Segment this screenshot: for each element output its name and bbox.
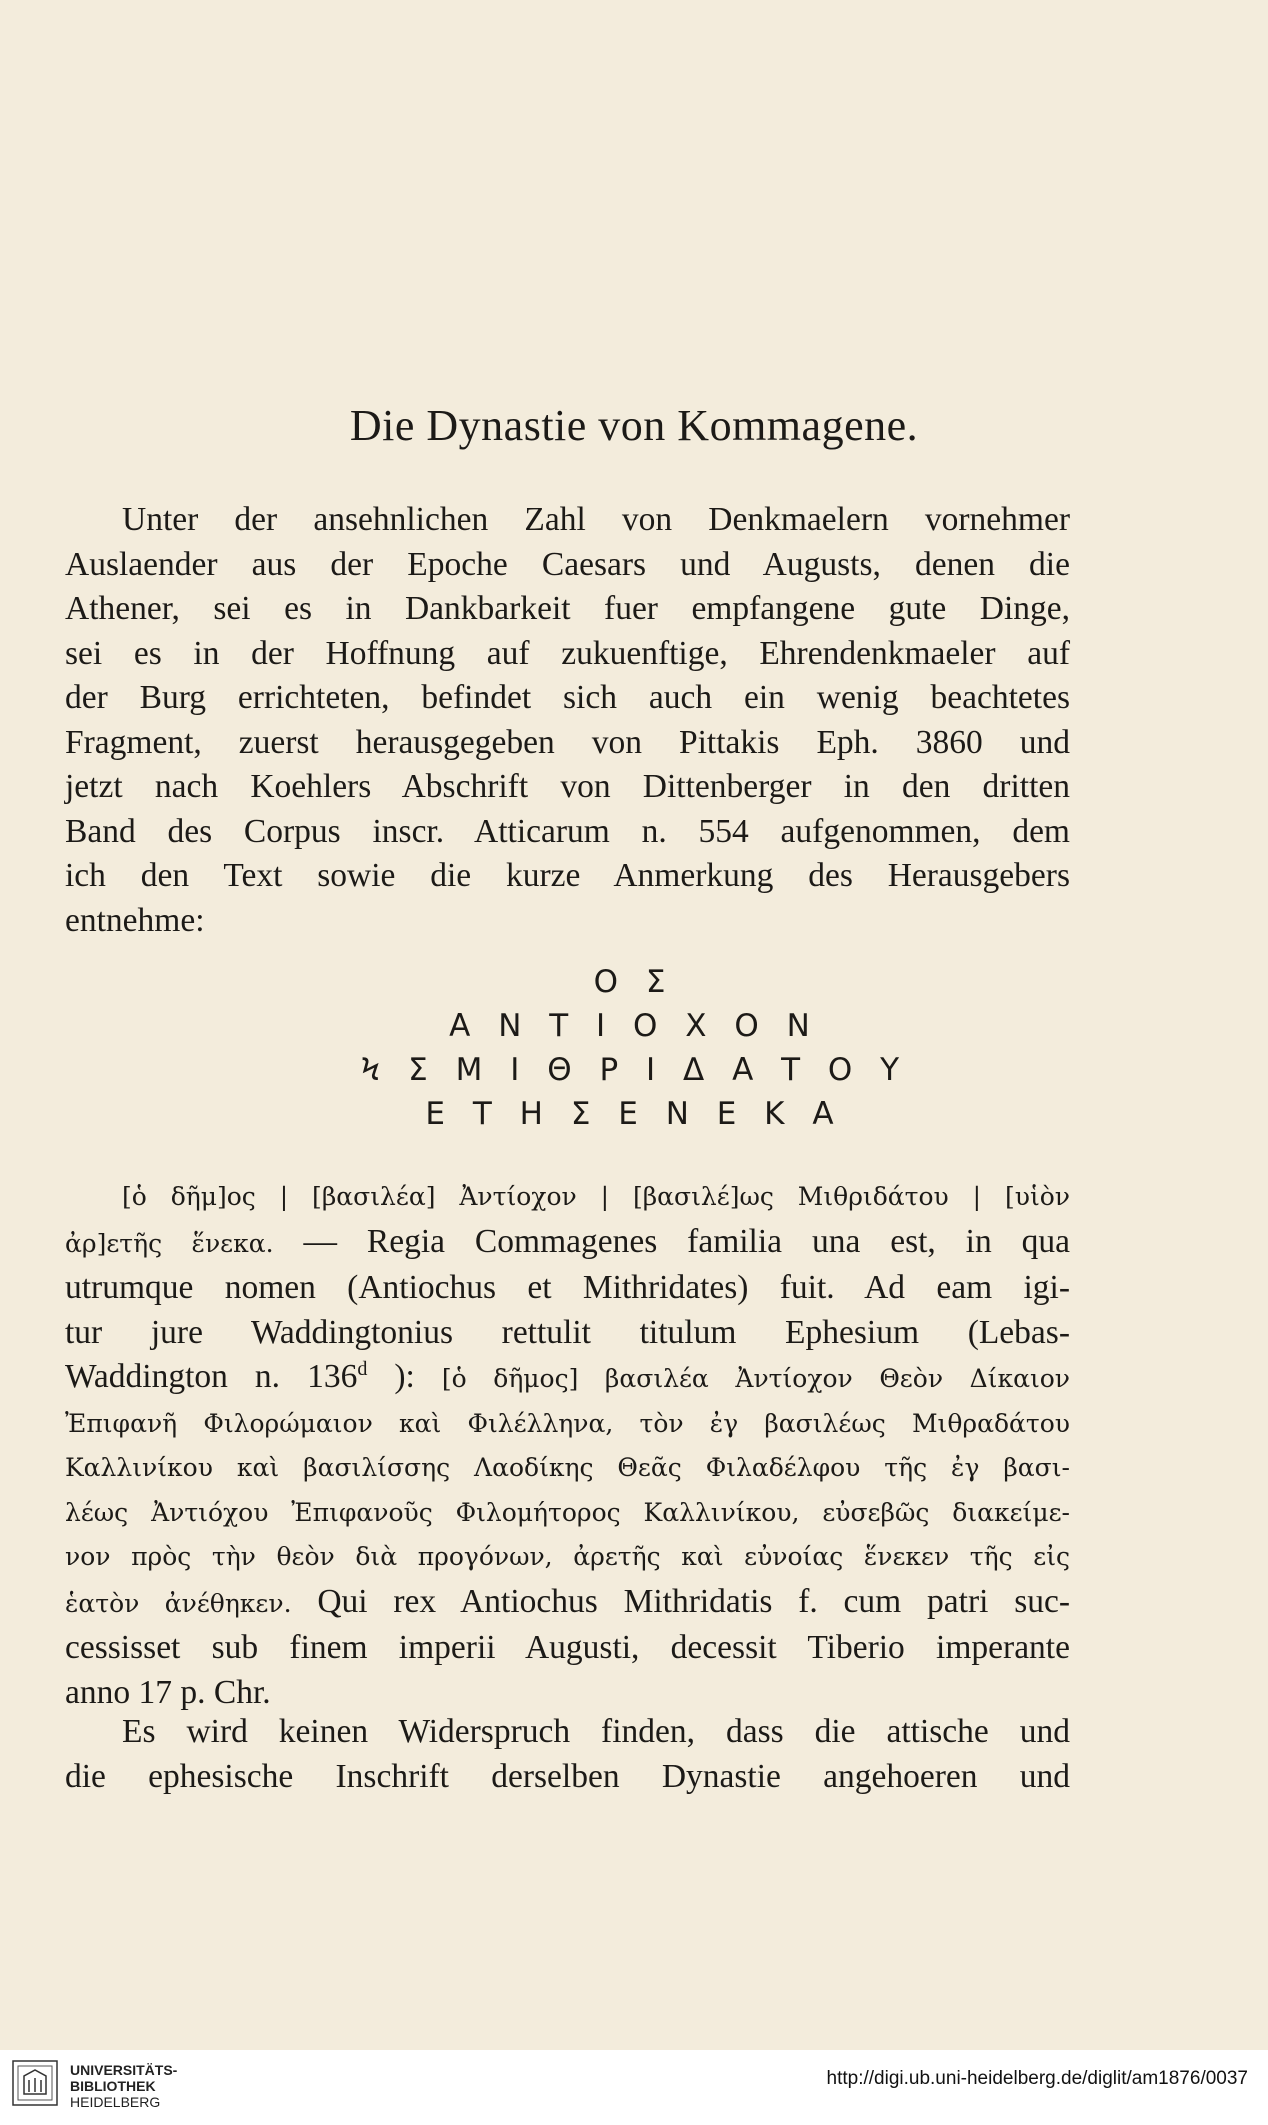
page-title: Die Dynastie von Kommagene. (349, 401, 919, 450)
latin-fragment: — Regia Commagenes familia una est, in qua (273, 1222, 1071, 1260)
paragraph-3 (65, 1710, 1070, 1799)
paragraph-1 (65, 498, 1070, 943)
text-line: sei es in der Hoffnung auf zukuenftige, Ehrendenkmaeler auf (65, 634, 1070, 672)
greek-line: [ὁ δῆμ]ος | [βασιλέα] Ἀντίοχον | [βασιλέ]ως Μιθριδάτου | [υἱὸν (122, 1182, 1070, 1211)
text-line: cessisset sub finem imperii Augusti, decessit Tiberio imperante (65, 1629, 1070, 1666)
text-line: jetzt nach Koehlers Abschrift von Dittenberger in den dritten (65, 768, 1070, 805)
greek-fragment: ἑατὸν ἀνέθηκεν. (65, 1588, 292, 1618)
text-line: Es wird keinen Widerspruch finden, dass die attische und (122, 1713, 1070, 1750)
inscription-block (0, 960, 1268, 1136)
text-line: Band des Corpus inscr. Atticarum n. 554 aufgenommen, dem (65, 812, 1070, 850)
superscript: d (357, 1357, 368, 1380)
library-name-line: UNIVERSITÄTS- (70, 2062, 178, 2078)
paragraph-2 (65, 1175, 1070, 1715)
greek-line: Καλλινίκου καὶ βασιλίσσης Λαοδίκης Θεᾶς Φιλαδέλφου τῆς ἐγ βασι- (65, 1453, 1070, 1482)
greek-line: λέως Ἀντιόχου Ἐπιφανοῦς Φιλομήτορος Καλλινίκου, εὐσεβῶς διακείμε- (65, 1497, 1070, 1527)
library-name (70, 2062, 177, 2110)
greek-line: νον πρὸς τὴν θεὸν διὰ προγόνων, ἀρετῆς καὶ εὐνοίας ἕνεκεν τῆς εἰς (65, 1542, 1070, 1571)
greek-fragment: ἀρ]ετῆς ἕνεκα. (65, 1228, 274, 1258)
text-line: anno 17 p. Chr. (65, 1673, 271, 1711)
text-line: Auslaender aus der Epoche Caesars und Augusts, denen die (65, 545, 1070, 583)
library-name-line: BIBLIOTHEK (70, 2078, 156, 2094)
greek-line: Ἐπιφανῆ Φιλορώμαιον καὶ Φιλέλληνα, τὸν ἐγ βασιλέως Μιθραδάτου (65, 1408, 1070, 1438)
text-line: utrumque nomen (Antiochus et Mithridates) fuit. Ad eam igi- (65, 1269, 1070, 1306)
footer-bar (0, 2050, 1268, 2125)
text-line: Unter der ansehnlichen Zahl von Denkmaelern vornehmer (122, 501, 1070, 538)
text-line: ich den Text sowie die kurze Anmerkung des Herausgebers (65, 857, 1070, 894)
text-line: Fragment, zuerst herausgegeben von Pittakis Eph. 3860 und (65, 723, 1070, 761)
text-line (65, 1220, 1070, 1267)
text-line (65, 1355, 1070, 1402)
text-line: die ephesische Inschrift derselben Dynastie angehoeren und (65, 1757, 1070, 1795)
latin-fragment: Qui rex Antiochus Mithridatis f. cum patri suc- (291, 1582, 1071, 1620)
inscription-line: Ο Σ (593, 964, 675, 1000)
inscription-line: Ϟ Σ Μ Ι Θ Ρ Ι Δ Α Τ Ο Υ (359, 1052, 909, 1088)
text-line: der Burg errichteten, befindet sich auch ein wenig beachtetes (65, 679, 1070, 716)
text-line: Athener, sei es in Dankbarkeit fuer empfangene gute Dinge, (65, 590, 1070, 627)
greek-fragment: [ὁ δῆμος] βασιλέα Ἀντίοχον Θεὸν Δίκαιον (441, 1364, 1071, 1393)
inscription-line: Α Ν Τ Ι Ο Χ Ο Ν (449, 1008, 819, 1044)
source-url-link[interactable]: http://digi.ub.uni-heidelberg.de/diglit/am1876/0037 (826, 2068, 1248, 2089)
inscription-line: Ε Τ Η Σ Ε Ν Ε Κ Α (425, 1096, 843, 1132)
latin-fragment: ): (367, 1358, 442, 1395)
university-seal-icon (12, 2060, 58, 2106)
latin-fragment: Waddington n. 136 (65, 1358, 358, 1395)
library-name-line: HEIDELBERG (70, 2094, 161, 2110)
text-line: entnehme: (65, 901, 205, 939)
text-line (65, 1580, 1070, 1627)
text-line: tur jure Waddingtonius rettulit titulum Ephesium (Lebas- (65, 1313, 1070, 1351)
